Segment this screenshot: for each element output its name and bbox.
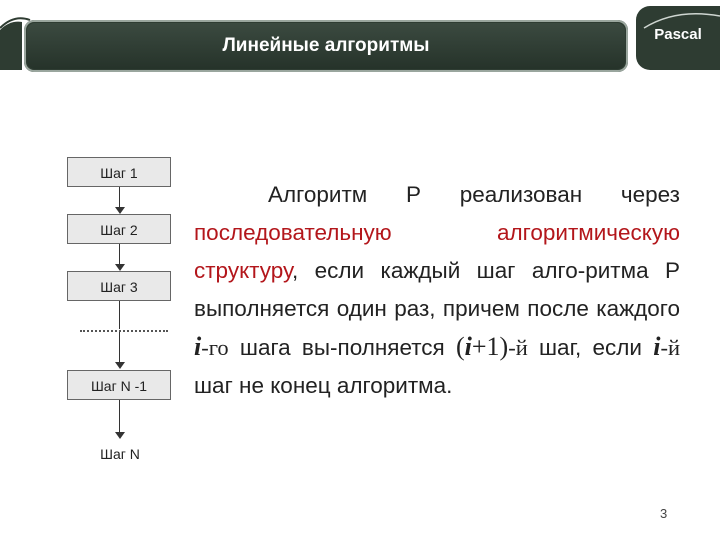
- text-segment: , если каждый шаг алго-ритма Р выполняется один раз, причем после каждого: [194, 258, 680, 321]
- definition-paragraph: [194, 176, 680, 405]
- var-i: i: [464, 332, 472, 361]
- step-1: Шаг 1: [67, 157, 171, 187]
- badge-label: Pascal: [654, 26, 702, 43]
- connector: [119, 187, 120, 209]
- var-i: i: [194, 332, 202, 361]
- pascal-badge: [636, 6, 720, 70]
- step-n-minus-1: Шаг N -1: [67, 370, 171, 400]
- connector: [119, 301, 120, 329]
- ellipsis-separator: [80, 330, 168, 332]
- text-segment: шага вы-полняется: [228, 335, 456, 360]
- var-i: i: [653, 332, 661, 361]
- highlight-term: последовательную алгоритмическую структуру: [194, 220, 680, 283]
- connector: [119, 332, 120, 364]
- text-segment: шаг не конец алгоритма.: [194, 373, 453, 398]
- text-segment: -й: [508, 335, 528, 360]
- step-2: Шаг 2: [67, 214, 171, 244]
- arrow-down-icon: [115, 264, 125, 271]
- arrow-down-icon: [115, 432, 125, 439]
- step-3: Шаг 3: [67, 271, 171, 301]
- text-segment: шаг, если: [527, 335, 654, 360]
- connector: [119, 244, 120, 266]
- page-title: Линейные алгоритмы: [222, 35, 430, 56]
- arrow-down-icon: [115, 362, 125, 369]
- title-bar: [24, 20, 628, 72]
- text-segment: -го: [201, 335, 229, 360]
- text-segment: (: [455, 332, 465, 361]
- step-n: Шаг N: [100, 446, 140, 462]
- page-number: 3: [660, 506, 668, 521]
- connector: [119, 400, 120, 434]
- text-segment: -й: [660, 335, 680, 360]
- text-segment: +1): [471, 332, 509, 361]
- arrow-down-icon: [115, 207, 125, 214]
- text-segment: Алгоритм Р реализован через: [268, 182, 680, 207]
